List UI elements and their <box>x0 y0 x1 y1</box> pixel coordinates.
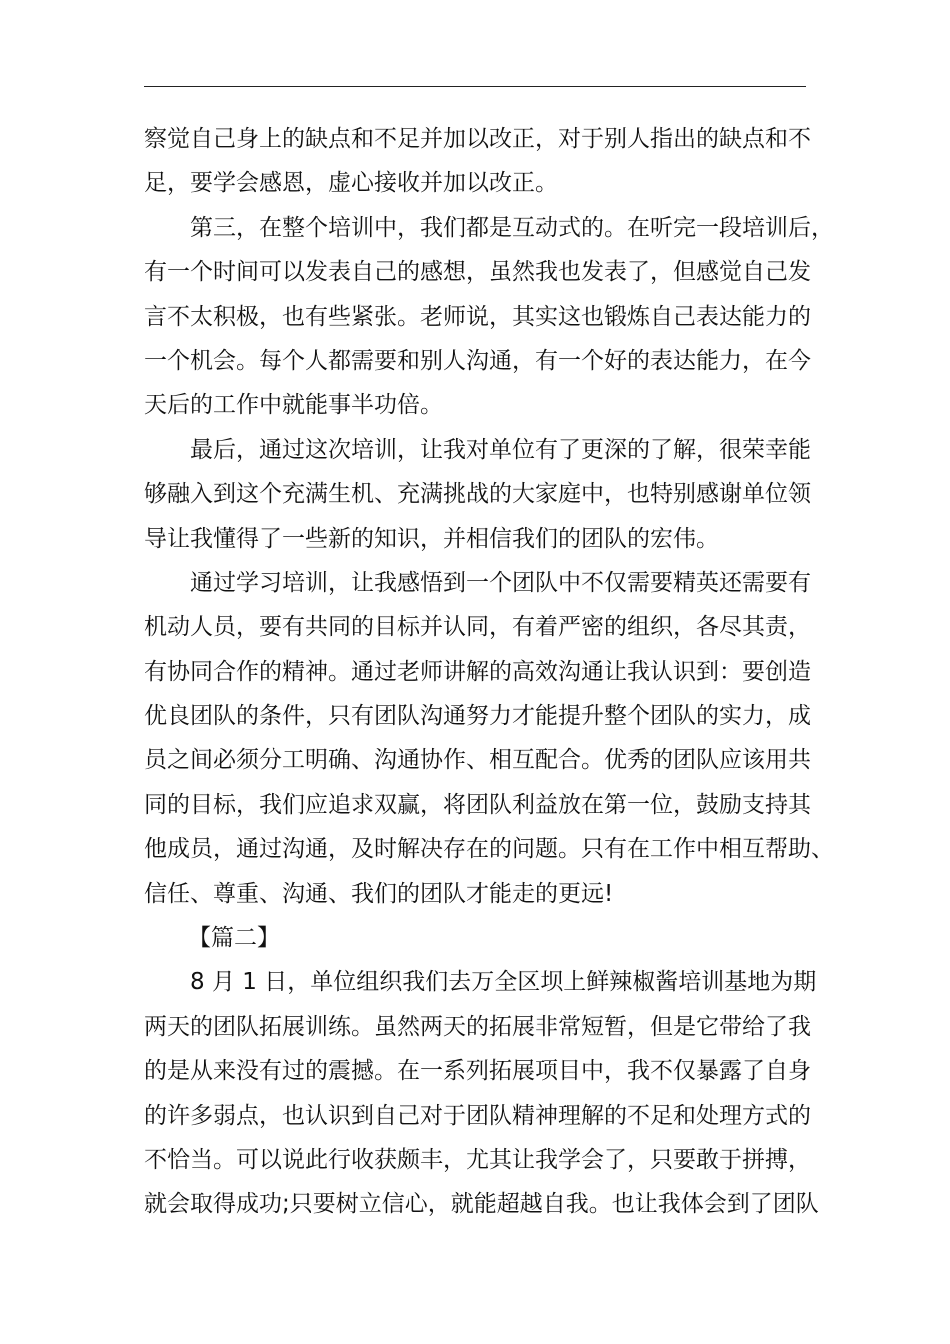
text-line: 足，要学会感恩，虚心接收并加以改正。 <box>144 170 558 197</box>
text-line: 两天的团队拓展训练。虽然两天的拓展非常短暂，但是它带给了我 <box>144 1013 811 1040</box>
text-line: 信任、尊重、沟通、我们的团队才能走的更远! <box>144 880 614 907</box>
section-heading: 【篇二】 <box>188 925 280 952</box>
text-line: 机动人员，要有共同的目标并认同，有着严密的组织，各尽其责， <box>144 614 811 641</box>
text-line: 不恰当。可以说此行收获颇丰，尤其让我学会了，只要敢于拼搏， <box>144 1146 811 1173</box>
text-line: 同的目标，我们应追求双赢，将团队利益放在第一位，鼓励支持其 <box>144 791 811 818</box>
text-line: 优良团队的条件，只有团队沟通努力才能提升整个团队的实力，成 <box>144 703 811 730</box>
paragraph-start-line: 最后，通过这次培训，让我对单位有了更深的了解，很荣幸能 <box>190 436 811 463</box>
paragraph-start-line: 第三，在整个培训中，我们都是互动式的。在听完一段培训后， <box>190 214 834 241</box>
text-line: 有协同合作的精神。通过老师讲解的高效沟通让我认识到：要创造 <box>144 658 811 685</box>
paragraph-start-line: 通过学习培训，让我感悟到一个团队中不仅需要精英还需要有 <box>190 569 811 596</box>
text-line: 有一个时间可以发表自己的感想，虽然我也发表了，但感觉自己发 <box>144 259 811 286</box>
text-line: 一个机会。每个人都需要和别人沟通，有一个好的表达能力，在今 <box>144 347 811 374</box>
text-line: 的许多弱点，也认识到自己对于团队精神理解的不足和处理方式的 <box>144 1102 811 1129</box>
text-line: 就会取得成功;只要树立信心，就能超越自我。也让我体会到了团队 <box>144 1191 819 1218</box>
header-rule <box>144 86 806 87</box>
text-line: 察觉自己身上的缺点和不足并加以改正，对于别人指出的缺点和不 <box>144 126 811 152</box>
text-line: 天后的工作中就能事半功倍。 <box>144 392 443 419</box>
text-line: 员之间必须分工明确、沟通协作、相互配合。优秀的团队应该用共 <box>144 747 811 774</box>
text-line: 导让我懂得了一些新的知识，并相信我们的团队的宏伟。 <box>144 525 719 552</box>
text-line: 言不太积极，也有些紧张。老师说，其实这也锻炼自己表达能力的 <box>144 303 811 330</box>
paragraph-start-line: 8 月 1 日，单位组织我们去万全区坝上鲜辣椒酱培训基地为期 <box>190 969 817 996</box>
text-line: 的是从来没有过的震撼。在一系列拓展项目中，我不仅暴露了自身 <box>144 1058 811 1085</box>
document-body <box>144 117 834 1227</box>
text-line: 够融入到这个充满生机、充满挑战的大家庭中，也特别感谢单位领 <box>144 481 811 508</box>
text-line: 他成员，通过沟通，及时解决存在的问题。只有在工作中相互帮助、 <box>144 836 834 863</box>
